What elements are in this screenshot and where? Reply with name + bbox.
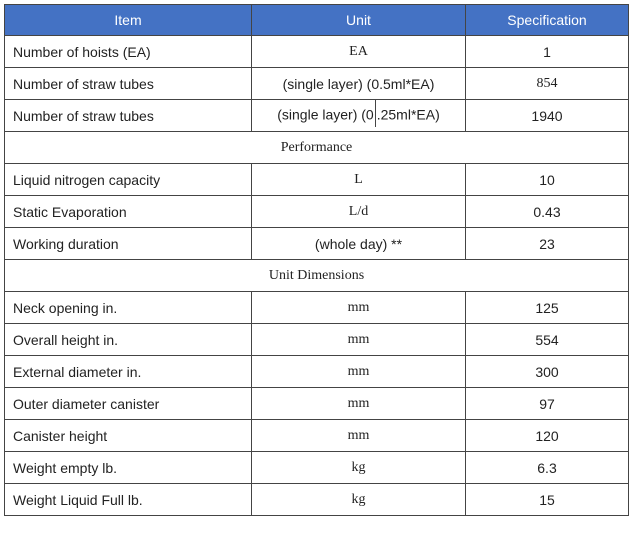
row-value: 0.43	[466, 196, 629, 228]
row-unit-part-a: (single layer) (0	[277, 106, 374, 123]
row-unit: L/d	[252, 196, 466, 228]
row-item-name: Canister height	[5, 420, 252, 452]
row-unit: kg	[252, 452, 466, 484]
row-value: 23	[466, 228, 629, 260]
row-item-name: Working duration	[5, 228, 252, 260]
row-unit: kg	[252, 484, 466, 516]
table-row	[5, 292, 629, 324]
row-item-name: Number of hoists (EA)	[5, 36, 252, 68]
row-item-name: Number of straw tubes	[5, 100, 252, 132]
header-specification: Specification	[466, 5, 629, 36]
row-value: 15	[466, 484, 629, 516]
section-unit-dimensions: Unit Dimensions	[5, 260, 629, 292]
row-value: 300	[466, 356, 629, 388]
row-unit: mm	[252, 292, 466, 324]
row-value: 1940	[466, 100, 629, 132]
table-row	[5, 164, 629, 196]
row-unit: (whole day) **	[252, 228, 466, 260]
row-unit: L	[252, 164, 466, 196]
row-unit: EA	[252, 36, 466, 68]
row-unit: mm	[252, 324, 466, 356]
row-value: 10	[466, 164, 629, 196]
row-item-name: Static Evaporation	[5, 196, 252, 228]
table-row	[5, 356, 629, 388]
specification-table	[4, 4, 629, 516]
row-unit: (single layer) (0.5ml*EA)	[252, 68, 466, 100]
row-value: 125	[466, 292, 629, 324]
row-value: 6.3	[466, 452, 629, 484]
row-unit-part-b: .25ml*EA)	[376, 106, 440, 123]
table-row	[5, 324, 629, 356]
row-unit	[252, 100, 466, 132]
row-item-name: Weight empty lb.	[5, 452, 252, 484]
row-unit: mm	[252, 388, 466, 420]
header-item: Item	[5, 5, 252, 36]
table-row	[5, 484, 629, 516]
row-item-name: Neck opening in.	[5, 292, 252, 324]
row-item-name: External diameter in.	[5, 356, 252, 388]
row-unit: mm	[252, 356, 466, 388]
row-item-name: Liquid nitrogen capacity	[5, 164, 252, 196]
row-value: 120	[466, 420, 629, 452]
row-value: 854	[466, 68, 629, 100]
row-value: 554	[466, 324, 629, 356]
row-item-name: Overall height in.	[5, 324, 252, 356]
header-row	[5, 5, 629, 36]
section-performance: Performance	[5, 132, 629, 164]
row-unit: mm	[252, 420, 466, 452]
table-row	[5, 388, 629, 420]
table-row	[5, 228, 629, 260]
table-row	[5, 196, 629, 228]
table-row	[5, 452, 629, 484]
table-row	[5, 100, 629, 132]
section-row	[5, 132, 629, 164]
header-unit: Unit	[252, 5, 466, 36]
row-item-name: Outer diameter canister	[5, 388, 252, 420]
row-value: 97	[466, 388, 629, 420]
table-row	[5, 36, 629, 68]
row-item-name: Number of straw tubes	[5, 68, 252, 100]
row-value: 1	[466, 36, 629, 68]
row-item-name: Weight Liquid Full lb.	[5, 484, 252, 516]
section-row	[5, 260, 629, 292]
table-row	[5, 420, 629, 452]
table-row	[5, 68, 629, 100]
text-caret	[375, 100, 376, 127]
